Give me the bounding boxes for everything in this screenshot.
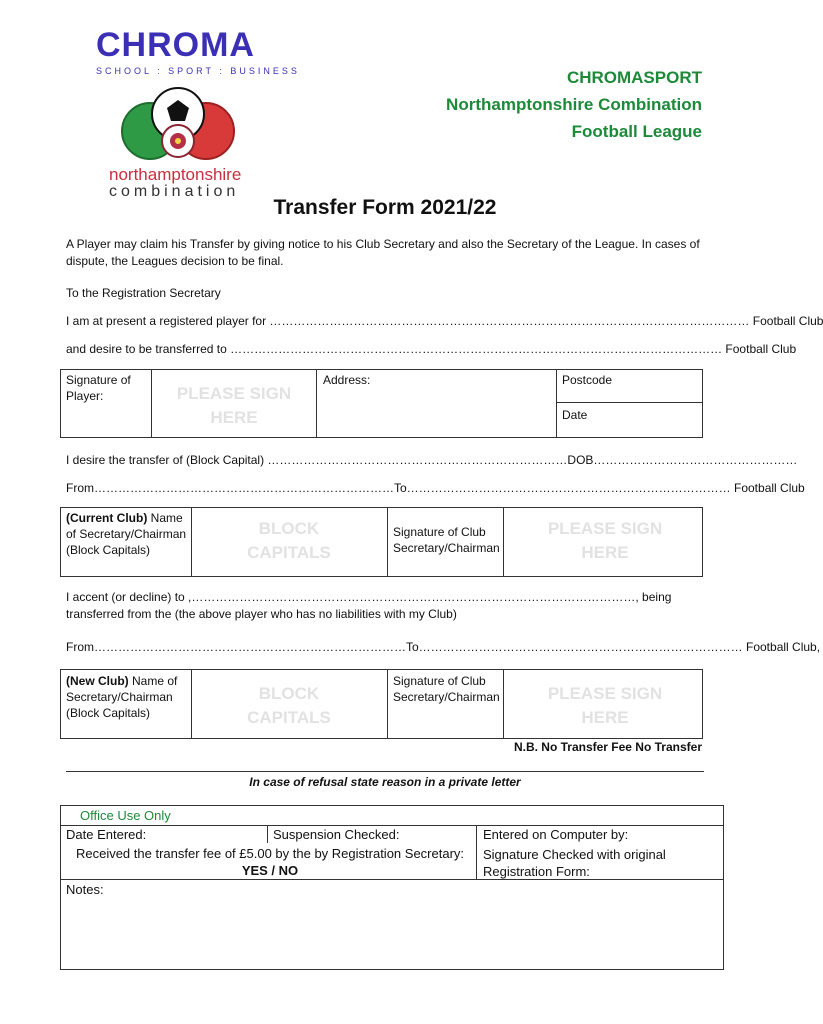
from-to-line-2[interactable]: From……………………………………………………………………To……………………………………………………………………… Football Club, xyxy=(66,640,821,654)
date-label: Date xyxy=(562,408,588,422)
address-label: Address: xyxy=(323,373,371,387)
football-logo-icon xyxy=(110,86,270,166)
league-line-2: Northamptonshire Combination xyxy=(446,95,702,114)
new-club-rest: Name of Secretary/Chairman (Block Capitals) xyxy=(66,674,178,720)
block-capital-line[interactable]: I desire the transfer of (Block Capital) …………………………………………………………………DOB…………………………………………… xyxy=(66,453,798,467)
current-club-label xyxy=(66,510,190,558)
desired-club-line[interactable]: and desire to be transferred to …………………………………………………………………………………………………………… Football Club xyxy=(66,342,797,356)
new-club-bold: (New Club) xyxy=(66,674,129,688)
accent-decline-text[interactable]: I accent (or decline) to ,…………………………………………………………………………………………………, being transferred from the (the above player who has no liabilities with my Club) xyxy=(66,590,672,621)
current-club-signature-field[interactable]: PLEASE SIGN HERE xyxy=(547,519,663,562)
chroma-tagline: SCHOOL : SPORT : BUSINESS xyxy=(96,66,300,76)
signature-checked-label: Signature Checked with original Registration Form: xyxy=(483,847,666,879)
nb-note: N.B. No Transfer Fee No Transfer xyxy=(513,740,702,754)
to-registration-text: To the Registration Secretary xyxy=(66,286,221,300)
logo-line-1: northamptonshire xyxy=(109,165,242,184)
league-line-3: Football League xyxy=(571,122,702,141)
new-club-label xyxy=(66,673,190,721)
player-signature-field[interactable]: PLEASE SIGN HERE xyxy=(176,384,292,427)
date-entered-label: Date Entered: xyxy=(66,827,147,842)
form-title: Transfer Form 2021/22 xyxy=(273,196,497,219)
postcode-label: Postcode xyxy=(562,373,613,387)
received-fee-label: Received the transfer fee of £5.00 by the by Registration Secretary: xyxy=(75,846,465,861)
entered-on-computer-label: Entered on Computer by: xyxy=(483,827,629,842)
current-club-block-capitals-field[interactable]: BLOCK CAPITALS xyxy=(247,519,331,562)
intro-text: A Player may claim his Transfer by giving notice to his Club Secretary and also the Secretary of the League. In cases of dispute, the Leagues decision to be final. xyxy=(66,237,700,268)
refusal-note: In case of refusal state reason in a private letter xyxy=(249,775,521,789)
league-heading xyxy=(446,64,702,145)
player-signature-label: Signature of Player: xyxy=(66,373,131,403)
current-club-signature-label: Signature of Club Secretary/Chairman xyxy=(393,525,500,555)
logo-line-2: combination xyxy=(109,183,240,200)
current-club-bold: (Current Club) xyxy=(66,511,148,525)
office-use-title: Office Use Only xyxy=(80,808,171,823)
present-club-line[interactable]: I am at present a registered player for ………………………………………………………………………………………………………… Football Club xyxy=(66,314,823,328)
notes-label: Notes: xyxy=(66,882,104,897)
chroma-logo-text: CHROMA xyxy=(96,26,255,64)
new-club-signature-field[interactable]: PLEASE SIGN HERE xyxy=(547,684,663,727)
league-line-1: CHROMASPORT xyxy=(566,68,702,87)
from-to-line-1[interactable]: From…………………………………………………………………To……………………………………………………………………… Football Club xyxy=(66,481,805,495)
current-club-rest: Name of Secretary/Chairman (Block Capitals) xyxy=(66,511,187,557)
yes-no-option[interactable]: YES / NO xyxy=(241,863,299,878)
new-club-block-capitals-field[interactable]: BLOCK CAPITALS xyxy=(247,684,331,727)
suspension-checked-label: Suspension Checked: xyxy=(273,827,400,842)
new-club-signature-label: Signature of Club Secretary/Chairman xyxy=(393,674,500,704)
